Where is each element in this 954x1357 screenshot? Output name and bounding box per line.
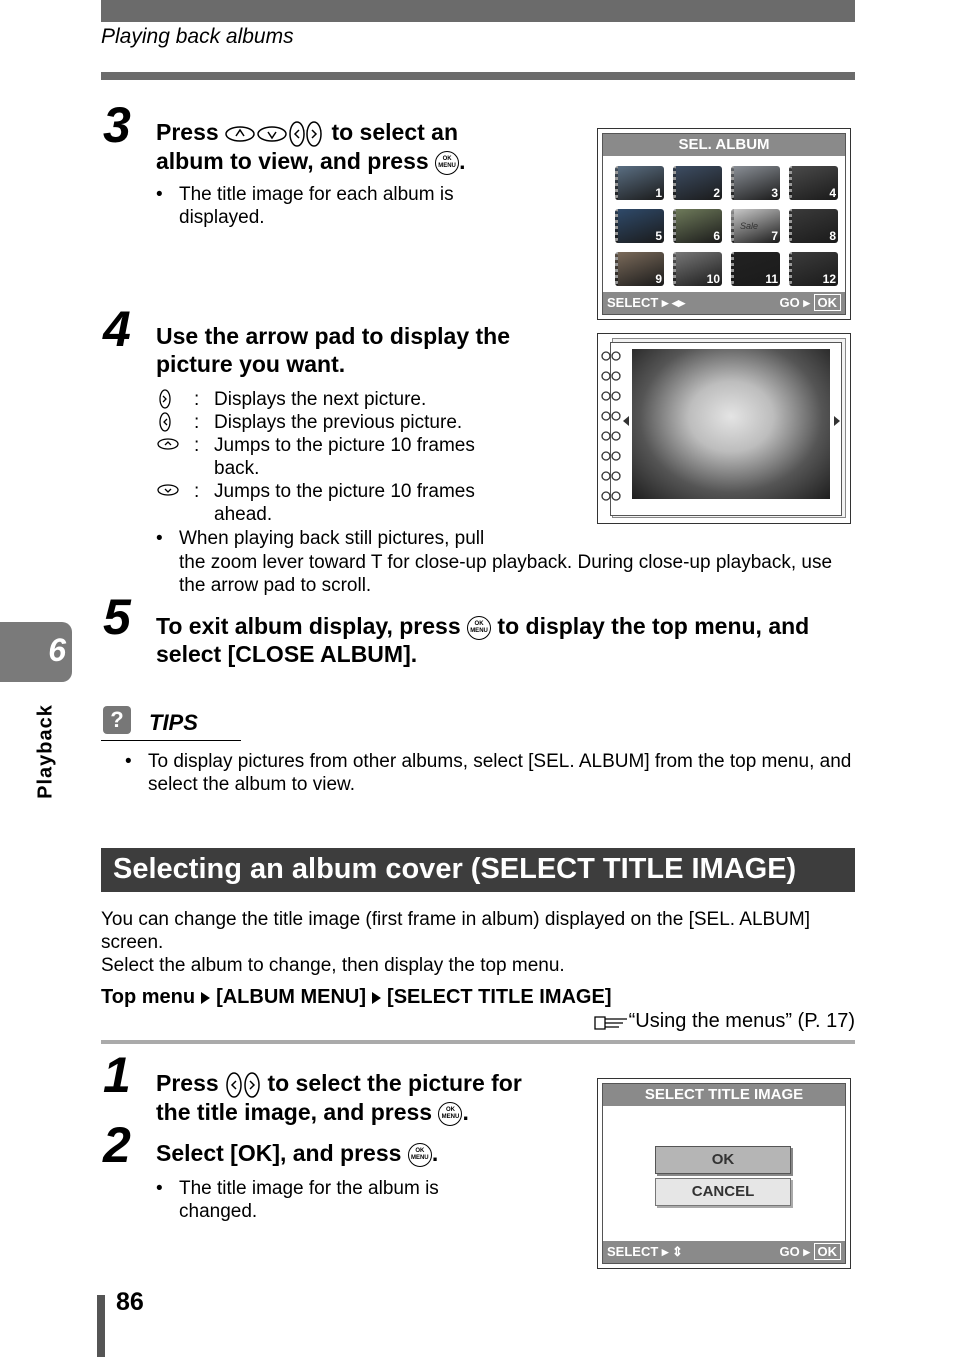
- ok-menu-icon: OK MENU: [467, 616, 491, 640]
- thumb-number: 5: [655, 229, 662, 243]
- chapter-number: 6: [48, 632, 66, 668]
- sel-album-screen: [597, 128, 851, 320]
- sel-album-footer: SELECT ▸ ◂▸ GO ▸ OK: [603, 292, 845, 314]
- step-5-number: 5: [103, 589, 131, 645]
- thumb-number: 8: [829, 229, 836, 243]
- album-thumbnail[interactable]: [673, 252, 722, 286]
- album-thumbnail[interactable]: [615, 166, 664, 200]
- arrow-row-previous: : Displays the previous picture.: [156, 411, 516, 434]
- tips-label: TIPS: [149, 710, 198, 735]
- thumb-number: 9: [655, 272, 662, 286]
- prev-picture-arrow-icon: [623, 416, 629, 426]
- down-arrow-icon: [156, 483, 180, 497]
- thumb-number: 12: [822, 272, 836, 286]
- sel-album-title: SEL. ALBUM: [603, 134, 845, 156]
- album-thumbnail[interactable]: [673, 166, 722, 200]
- path-arrow-icon: [372, 992, 381, 1004]
- ok-menu-icon: OK MENU: [408, 1143, 432, 1167]
- thumb-number: 7: [771, 229, 778, 243]
- step-3-number: 3: [103, 97, 131, 153]
- thumb-number: 4: [829, 186, 836, 200]
- album-thumbnail[interactable]: [731, 209, 780, 243]
- step-3-title: Press to select an album to view, and press OK MENU .: [156, 119, 466, 174]
- arrow-pad-all-icon: [225, 121, 325, 147]
- step-5-title: To exit album display, press OK MENU to display the top menu, and select [CLOSE ALBUM].: [156, 613, 810, 667]
- select-title-screen: [597, 1078, 851, 1269]
- step-1-title: Press to select the picture for the title image, and press OK MENU .: [156, 1070, 522, 1125]
- section-intro-1: You can change the title image (first frame in album) displayed on the [SEL. ALBUM] screen.: [101, 909, 811, 953]
- binder-rings-icon: [598, 344, 624, 514]
- thumb-number: 10: [706, 272, 720, 286]
- tips-header: [101, 706, 241, 741]
- arrow-row-next: : Displays the next picture.: [156, 388, 516, 411]
- album-thumbnail[interactable]: [615, 209, 664, 243]
- album-thumbnail-grid: [603, 156, 845, 296]
- path-arrow-icon: [201, 992, 210, 1004]
- left-right-arrows-icon: [225, 1072, 261, 1098]
- step-1-number: 1: [103, 1047, 131, 1103]
- album-thumbnail[interactable]: [731, 166, 780, 200]
- select-title-footer: SELECT ▸ ⇕ GO ▸ OK: [603, 1241, 845, 1263]
- select-title-header: SELECT TITLE IMAGE: [603, 1084, 845, 1106]
- ok-menu-icon: OK MENU: [435, 151, 459, 175]
- section-title: Selecting an album cover (SELECT TITLE IMAGE): [113, 853, 797, 885]
- chapter-label: Playback: [34, 704, 57, 799]
- album-thumbnail[interactable]: [731, 252, 780, 286]
- thumb-number: 2: [713, 186, 720, 200]
- step-4-title: Use the arrow pad to display the picture you want.: [156, 323, 511, 377]
- album-page-screen: [597, 333, 851, 524]
- thumb-number: 1: [655, 186, 662, 200]
- question-icon: ?: [103, 706, 131, 734]
- section-intro-2: Select the album to change, then display the top menu.: [101, 955, 565, 976]
- section-rule: [101, 1040, 855, 1044]
- step-4-bullet-line1: • When playing back still pictures, pull: [156, 528, 485, 549]
- album-thumbnail[interactable]: [615, 252, 664, 286]
- chapter-tab: [0, 622, 72, 682]
- menu-reference: “Using the menus” (P. 17): [593, 1010, 855, 1033]
- thumb-number: 3: [771, 186, 778, 200]
- pointing-hand-icon: [593, 1013, 629, 1031]
- right-arrow-icon: [158, 389, 172, 409]
- thumb-number: 11: [765, 272, 778, 286]
- ok-menu-icon: OK MENU: [438, 1102, 462, 1126]
- page-number-bar: [97, 1295, 105, 1357]
- tips-bullet: • To display pictures from other albums, select [SEL. ALBUM] from the top menu, and select the album to view.: [125, 751, 852, 795]
- thumb-number: 6: [713, 229, 720, 243]
- menu-path: Top menu [ALBUM MENU] [SELECT TITLE IMAGE]: [101, 986, 612, 1008]
- header-top-bar: [101, 0, 855, 22]
- page-number: 86: [116, 1288, 144, 1316]
- up-arrow-icon: [156, 437, 180, 451]
- album-thumbnail[interactable]: [789, 166, 838, 200]
- arrow-row-ahead10: : Jumps to the picture 10 frames ahead.: [156, 480, 516, 526]
- header-rule: [101, 72, 855, 80]
- arrow-function-list: [156, 388, 516, 526]
- step-2-bullet: • The title image for the album is changed.: [156, 1178, 439, 1222]
- step-2-number: 2: [103, 1117, 131, 1173]
- album-thumbnail[interactable]: [673, 209, 722, 243]
- section-header: Playing back albums: [101, 25, 294, 48]
- thumb-sale-text: Sale: [740, 221, 759, 231]
- step-4-bullet-rest: the zoom lever toward T for close-up playback. During close-up playback, use the arrow pad to scroll.: [179, 552, 833, 596]
- album-thumbnail[interactable]: [789, 252, 838, 286]
- next-picture-arrow-icon: [834, 416, 840, 426]
- child-photo: [632, 349, 830, 499]
- option-cancel[interactable]: CANCEL: [655, 1178, 791, 1206]
- option-ok[interactable]: OK: [655, 1146, 791, 1174]
- album-thumbnail[interactable]: [789, 209, 838, 243]
- section-heading: [101, 848, 855, 892]
- step-3-bullet: • The title image for each album is displayed.: [156, 184, 454, 228]
- left-arrow-icon: [158, 412, 172, 432]
- step-4-number: 4: [103, 301, 131, 357]
- arrow-row-back10: : Jumps to the picture 10 frames back.: [156, 434, 516, 480]
- step-2-title: Select [OK], and press OK MENU .: [156, 1140, 439, 1166]
